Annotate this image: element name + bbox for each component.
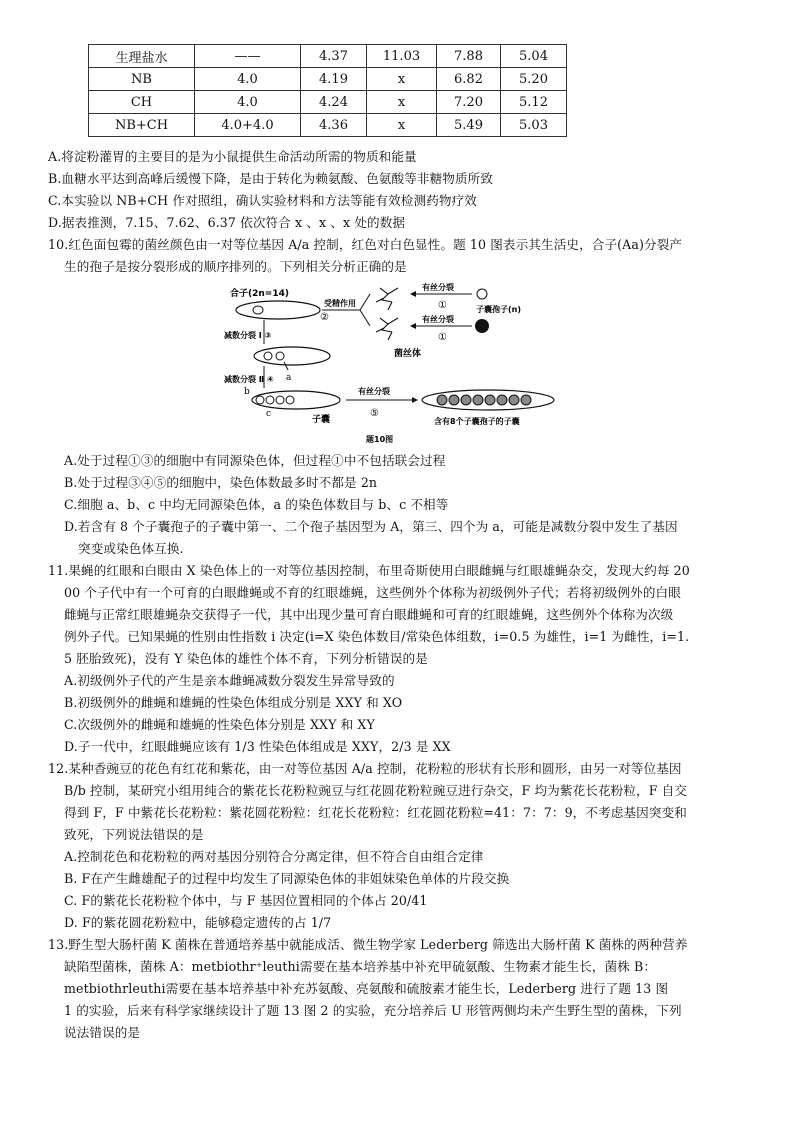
q10-stem-line: 生的孢子是按分裂形成的顺序排列的。下列相关分析正确的是 xyxy=(64,259,407,274)
cell-label: c xyxy=(266,409,272,419)
nucleus xyxy=(286,396,294,404)
q13-stem-line: 缺陷型菌株，菌株 A：metbiothr⁺leuthi需要在基本培养基中补充甲硫氨酸、生物素才能生长，菌株 B： xyxy=(64,959,657,974)
arrow-head xyxy=(410,323,416,329)
q11-stem-line: 11.果蝇的红眼和白眼由 X 染色体上的一对等位基因控制，布里奇斯使用白眼雌蝇与红眼雄蝇杂交，发现大约每 20 xyxy=(48,563,690,578)
table-cell: 4.0 xyxy=(195,91,301,114)
q12-option-a: A.控制花色和花粉粒的两对基因分别符合分离定律，但不符合自由组合定律 xyxy=(64,849,484,864)
table-cell: x xyxy=(367,68,437,91)
table-cell: 6.82 xyxy=(437,68,501,91)
zygote-label: 合子(2n=14) xyxy=(230,289,289,299)
q9-option-d: D.据表推测，7.15、7.62、6.37 依次符合 x 、x 、x 处的数据 xyxy=(48,215,406,230)
table-cell: 5.12 xyxy=(501,91,567,114)
nucleus xyxy=(264,352,272,360)
table-cell: NB+CH xyxy=(89,114,195,137)
q10-option-a: A.处于过程①③的细胞中有同源染色体，但过程①中不包括联会过程 xyxy=(64,453,446,468)
nucleus xyxy=(276,352,284,360)
table-cell: 5.04 xyxy=(501,45,567,68)
pointer xyxy=(284,362,288,370)
fertilization-label: 受精作用 xyxy=(324,299,356,308)
q12-stem-line: 得到 F，F 中紫花长花粉粒：紫花圆花粉粒：红花长花粉粒：红花圆花粉粒=41：7：7：9，不考虑基因突变和 xyxy=(64,805,687,820)
q9-option-a: A.将淀粉灌胃的主要目的是为小鼠提供生命活动所需的物质和能量 xyxy=(48,149,417,164)
ascospore-label: 子囊孢子(n) xyxy=(476,305,522,314)
mitosis-label: 有丝分裂 xyxy=(358,387,390,396)
arrow-head xyxy=(410,291,416,297)
black-spore-icon xyxy=(475,319,489,333)
figure-caption: 题10图 xyxy=(366,435,394,444)
meiosis2-label: 减数分裂 Ⅱ ④ xyxy=(224,375,274,384)
table-cell: 7.20 xyxy=(437,91,501,114)
q12-stem-line: 12.某种香豌豆的花色有红花和紫花，由一对等位基因 A/a 控制，花粉粒的形状有长形和圆形，由另一对等位基因 xyxy=(48,761,682,776)
q11-stem-line: 00 个子代中有一个可育的白眼雌蝇或不育的红眼雄蝇，这些例外个体称为初级例外子代；若将初级例外的白眼 xyxy=(64,585,681,600)
table-cell: 生理盐水 xyxy=(89,45,195,68)
cell-label: b xyxy=(244,387,250,397)
table-cell: 5.20 xyxy=(501,68,567,91)
zygote-cell xyxy=(236,301,320,319)
q10-option-d-cont: 突变或染色体互换. xyxy=(78,541,184,556)
nucleus xyxy=(266,396,274,404)
table-cell: 4.37 xyxy=(301,45,367,68)
q12-stem-line: B/b 控制，某研究小组用纯合的紫花长花粉粒豌豆与红花圆花粉粒豌豆进行杂交，F 均为紫花长花粉粒，F 自交 xyxy=(64,783,688,798)
table-cell: CH xyxy=(89,91,195,114)
q11-option-a: A.初级例外子代的产生是亲本雌蝇减数分裂发生异常导致的 xyxy=(64,673,395,688)
q12-option-d: D. F的紫花圆花粉粒中，能够稳定遗传的占 1/7 xyxy=(64,915,332,930)
mitosis-label: 有丝分裂 xyxy=(422,283,454,292)
step-label: ① xyxy=(438,300,447,311)
q10-option-d: D.若含有 8 个子囊孢子的子囊中第一、二个孢子基因型为 A，第三、四个为 a，可能是减数分裂中发生了基因 xyxy=(64,519,678,534)
table-row xyxy=(89,114,567,137)
mycelium-bottom-icon xyxy=(376,318,398,340)
q12-option-c: C. F的紫花长花粉粒个体中，与 F 基因位置相同的个体占 20/41 xyxy=(64,893,428,908)
table-cell: 4.24 xyxy=(301,91,367,114)
q11-stem-line: 5 胚胎致死)，没有 Y 染色体的雄性个体不育，下列分析错误的是 xyxy=(64,651,428,666)
q12-option-b: B. F在产生雌雄配子的过程中均发生了同源染色体的非姐妹染色单体的片段交换 xyxy=(64,871,510,886)
q11-option-b: B.初级例外的雌蝇和雄蝇的性染色体组成分别是 XXY 和 XO xyxy=(64,695,403,710)
step-label: ② xyxy=(320,312,329,323)
table-row xyxy=(89,45,567,68)
meiosis1-label: 减数分裂 Ⅰ ③ xyxy=(224,331,272,340)
q11-stem-line: 例外子代。已知果蝇的性别由性指数 i 决定(i=X 染色体数目/常染色体组数，i=0.5 为雄性，i=1 为雌性，i=1. xyxy=(64,629,690,644)
q13-stem-line: 13.野生型大肠杆菌 K 菌株在普通培养基中就能成活、微生物学家 Lederberg 筛选出大肠杆菌 K 菌株的两种营养 xyxy=(48,937,688,952)
nucleus xyxy=(256,396,264,404)
table-cell: 4.0 xyxy=(195,68,301,91)
q13-stem-line: metbiothrleuthi需要在基本培养基中补充苏氨酸、亮氨酸和硫胺素才能生长，Lederberg 进行了题 13 图 xyxy=(64,981,669,996)
q12-stem-line: 致死，下列说法错误的是 xyxy=(64,827,204,842)
ascus-4-cells xyxy=(252,391,340,409)
table-cell: —— xyxy=(195,45,301,68)
table-cell: 7.88 xyxy=(437,45,501,68)
white-spore-icon xyxy=(477,289,487,299)
q10-option-c: C.细胞 a、b、c 中均无同源染色体，a 的染色体数目与 b、c 不相等 xyxy=(64,497,449,512)
mycelium-top-icon xyxy=(376,288,398,310)
q10-option-b: B.处于过程③④⑤的细胞中，染色体数最多时不都是 2n xyxy=(64,475,378,490)
q10-stem-line: 10.红色面包霉的菌丝颜色由一对等位基因 A/a 控制，红色对白色显性。题 10 图表示其生活史，合子(Aa)分裂产 xyxy=(48,237,683,252)
table-row xyxy=(89,68,567,91)
table-cell: 4.36 xyxy=(301,114,367,137)
q11-stem-line: 雌蝇与正常红眼雄蝇杂交获得子一代，其中出现少量可育白眼雌蝇和可育的红眼雄蝇，这些例外个体称为次级 xyxy=(64,607,674,622)
table-cell: x xyxy=(367,114,437,137)
table-cell: x xyxy=(367,91,437,114)
cell-label: a xyxy=(286,373,292,383)
q11-option-c: C.次级例外的雌蝇和雄蝇的性染色体分别是 XXY 和 XY xyxy=(64,717,375,732)
table-cell: 4.19 xyxy=(301,68,367,91)
step-label: ⑤ xyxy=(370,408,379,419)
ascus8-label: 含有8个子囊孢子的子囊 xyxy=(434,417,520,426)
zygote-nucleus xyxy=(253,306,263,314)
step-label: ① xyxy=(438,332,447,343)
table-cell: 11.03 xyxy=(367,45,437,68)
q13-stem-line: 说法错误的是 xyxy=(64,1025,141,1040)
table-row xyxy=(89,91,567,114)
spore-row xyxy=(437,395,531,405)
q13-stem-line: 1 的实验，后来有科学家继续设计了题 13 图 2 的实验，充分培养后 U 形管两侧均未产生野生型的菌株，下列 xyxy=(64,1003,682,1018)
fusion-lines xyxy=(360,294,370,326)
mitosis-label: 有丝分裂 xyxy=(422,315,454,324)
q9-option-b: B.血糖水平达到高峰后缓慢下降，是由于转化为赖氨酸、色氨酸等非糖物质所致 xyxy=(48,171,494,186)
ascus-label: 子囊 xyxy=(312,415,331,425)
q9-option-c: C.本实验以 NB+CH 作对照组，确认实验材料和方法等能有效检测药物疗效 xyxy=(48,193,477,208)
life-cycle-figure xyxy=(220,282,600,452)
arrow-head xyxy=(412,397,418,403)
table-cell: NB xyxy=(89,68,195,91)
table-cell: 5.49 xyxy=(437,114,501,137)
table-cell: 5.03 xyxy=(501,114,567,137)
data-table xyxy=(88,44,567,137)
q11-option-d: D.子一代中，红眼雌蝇应该有 1/3 性染色体组成是 XXY，2/3 是 XX xyxy=(64,739,451,754)
table-cell: 4.0+4.0 xyxy=(195,114,301,137)
ascus-2-cells xyxy=(254,347,330,365)
nucleus xyxy=(276,396,284,404)
mycelium-label: 菌丝体 xyxy=(394,349,422,359)
